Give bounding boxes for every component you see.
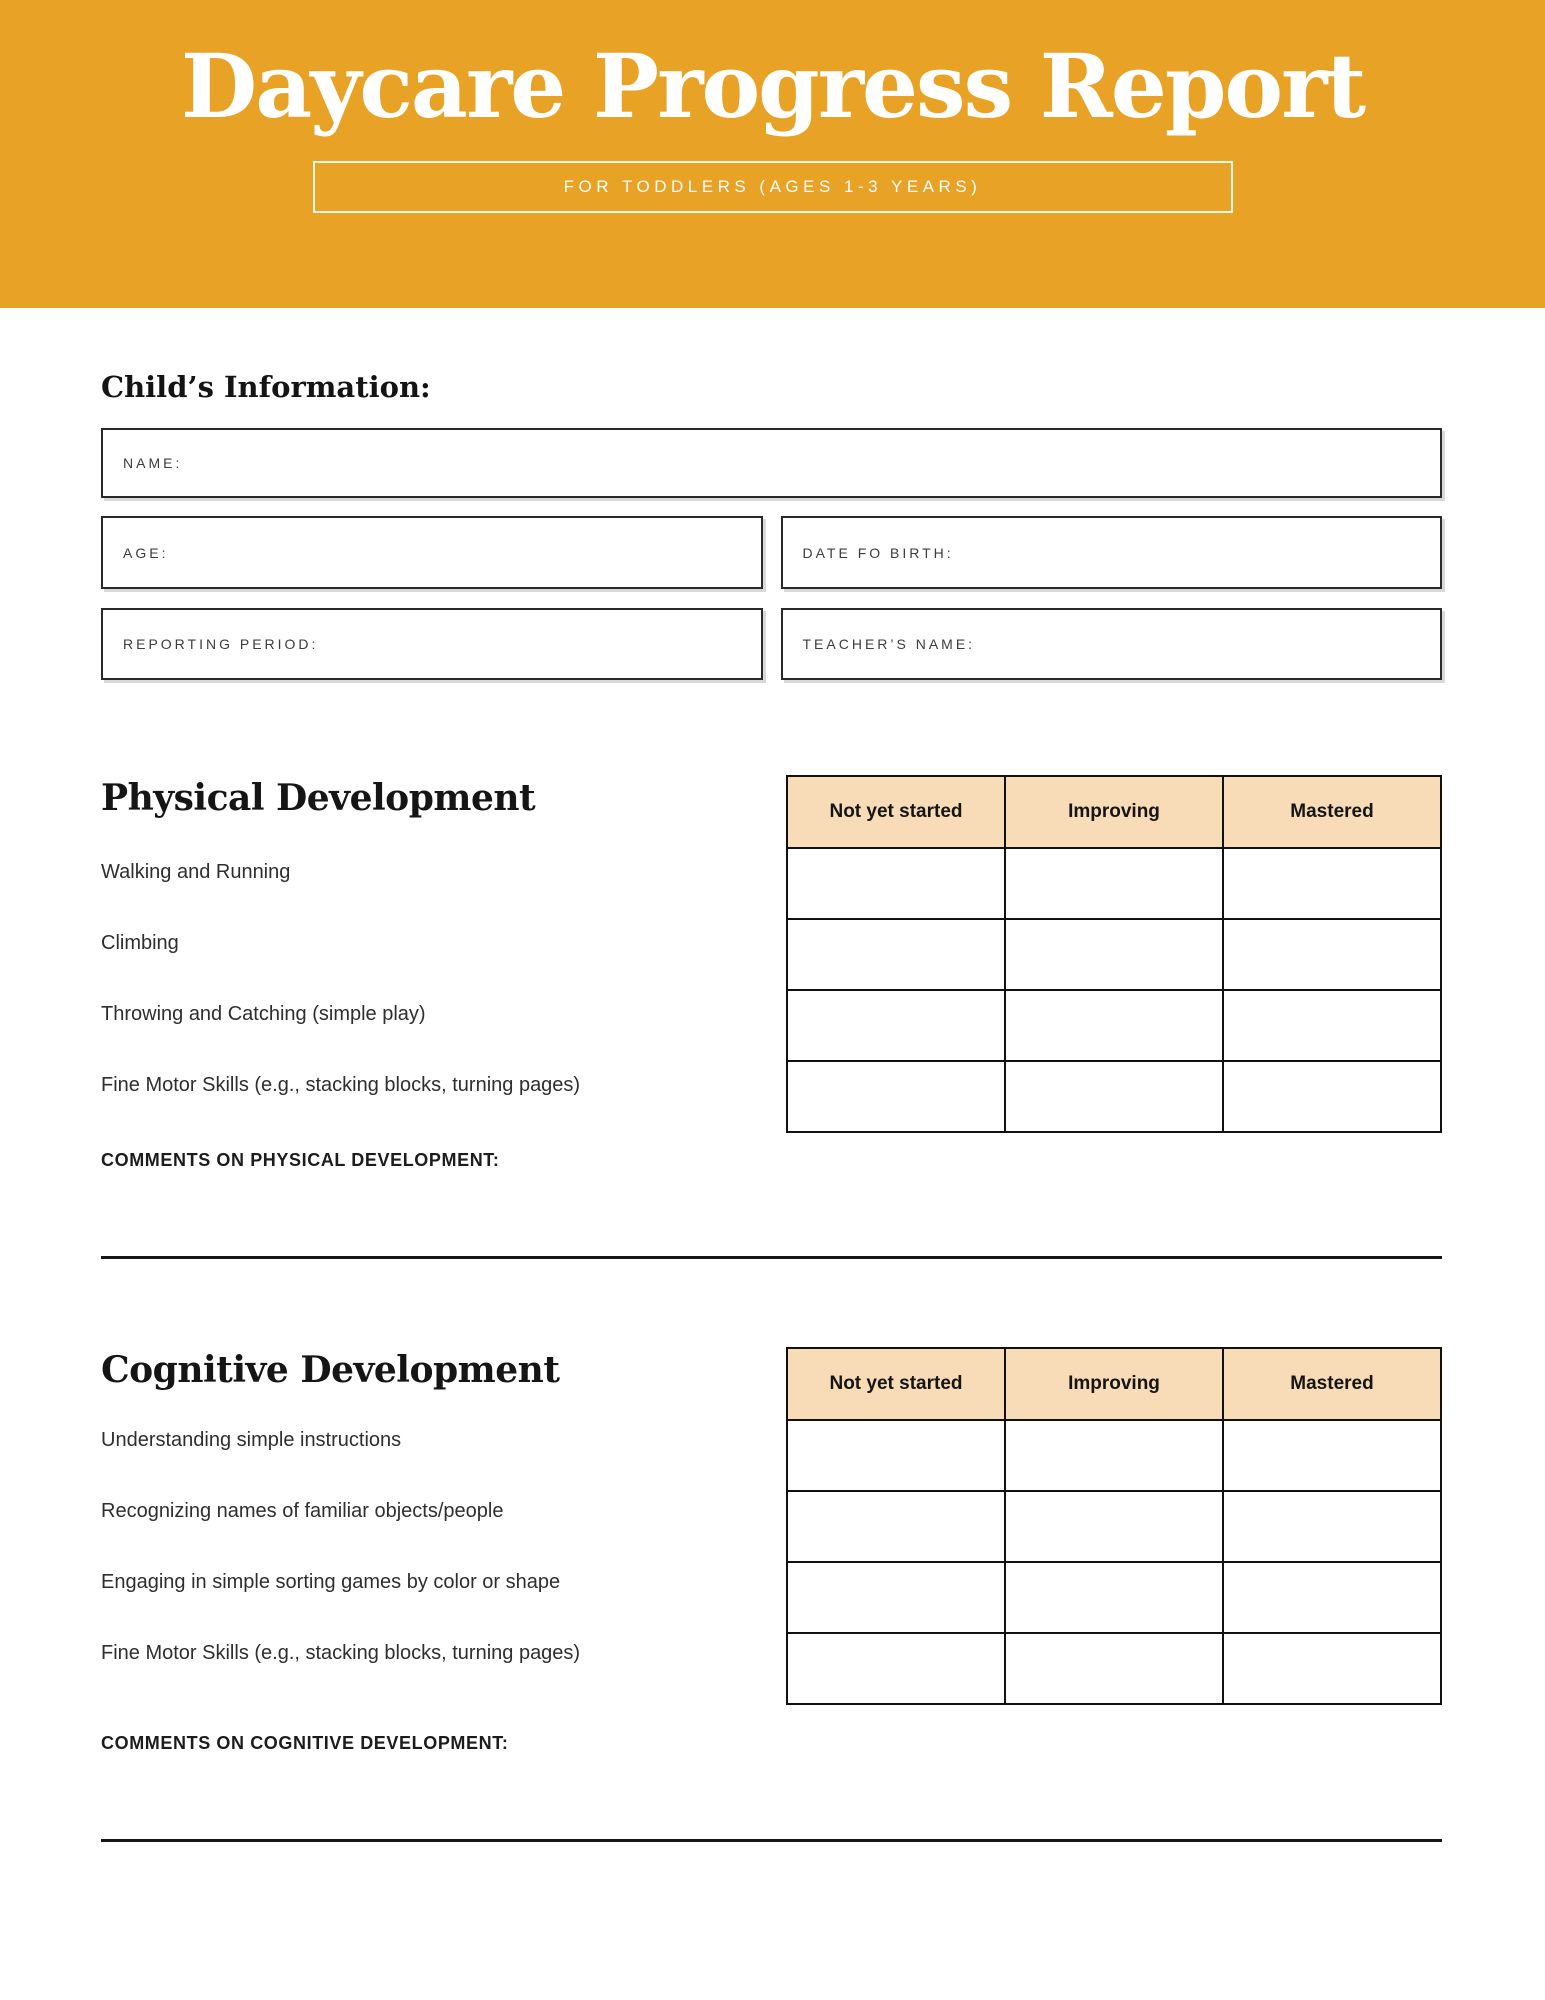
cognitive-r2-not-yet-started-cell[interactable] [787,1491,1005,1562]
skill-label: Throwing and Catching (simple play) [101,1003,426,1025]
name-field[interactable] [101,428,1442,498]
cognitive-r4-mastered-cell[interactable] [1223,1633,1441,1704]
name-field-label: NAME: [123,455,183,471]
skill-label-row [101,918,731,989]
column-header-not-yet-started: Not yet started [787,1348,1005,1420]
physical-r1-not-yet-started-cell[interactable] [787,848,1005,919]
skill-label-row [101,1632,731,1703]
skill-label: Climbing [101,932,179,954]
page-banner [0,0,1545,308]
physical-r3-mastered-cell[interactable] [1223,990,1441,1061]
field-row-period-teacher [101,608,1442,680]
physical-r2-mastered-cell[interactable] [1223,919,1441,990]
reporting-period-field-label: REPORTING PERIOD: [123,636,319,652]
teacher-name-field[interactable] [781,608,1443,680]
subtitle-box [313,161,1233,213]
column-header-mastered: Mastered [1223,776,1441,848]
cognitive-r3-not-yet-started-cell[interactable] [787,1562,1005,1633]
page-title: Daycare Progress Report [180,34,1365,138]
physical-development-section [101,775,1442,1133]
cognitive-labels-column [101,1347,786,1705]
cognitive-section-heading: Cognitive Development [101,1349,560,1391]
skill-label: Walking and Running [101,861,291,883]
skill-label-row [101,847,731,918]
subtitle-text: FOR TODDLERS (AGES 1-3 YEARS) [563,177,982,197]
skill-label: Engaging in simple sorting games by color or shape [101,1571,561,1593]
column-header-improving: Improving [1005,776,1223,848]
reporting-period-field[interactable] [101,608,763,680]
section-divider [101,1256,1442,1259]
skill-label: Understanding simple instructions [101,1429,402,1451]
column-header-improving: Improving [1005,1348,1223,1420]
cognitive-development-section [101,1347,1442,1705]
physical-r1-improving-cell[interactable] [1005,848,1223,919]
skill-label-row [101,1419,731,1490]
cognitive-r1-improving-cell[interactable] [1005,1420,1223,1491]
cognitive-r1-not-yet-started-cell[interactable] [787,1420,1005,1491]
column-header-not-yet-started: Not yet started [787,776,1005,848]
age-field-label: AGE: [123,544,169,561]
date-of-birth-field-label: DATE FO BIRTH: [802,544,954,561]
skill-label: Fine Motor Skills (e.g., stacking blocks, turning pages) [101,1074,581,1096]
report-body [0,368,1545,1842]
physical-comments-label: COMMENTS ON PHYSICAL DEVELOPMENT: [101,1150,500,1170]
skill-label-row [101,1561,731,1632]
physical-r2-not-yet-started-cell[interactable] [787,919,1005,990]
physical-r3-not-yet-started-cell[interactable] [787,990,1005,1061]
date-of-birth-field[interactable] [781,516,1443,589]
skill-label-row [101,1060,731,1131]
cognitive-r4-improving-cell[interactable] [1005,1633,1223,1704]
cognitive-r4-not-yet-started-cell[interactable] [787,1633,1005,1704]
physical-r4-improving-cell[interactable] [1005,1061,1223,1132]
column-header-mastered: Mastered [1223,1348,1441,1420]
physical-r2-improving-cell[interactable] [1005,919,1223,990]
teacher-name-field-label: TEACHER’S NAME: [802,636,976,652]
physical-r4-not-yet-started-cell[interactable] [787,1061,1005,1132]
physical-r3-improving-cell[interactable] [1005,990,1223,1061]
physical-labels-column [101,775,786,1133]
cognitive-comments-label: COMMENTS ON COGNITIVE DEVELOPMENT: [101,1733,509,1753]
field-row-age-dob [101,516,1442,589]
age-field[interactable] [101,516,763,589]
cognitive-r1-mastered-cell[interactable] [1223,1420,1441,1491]
child-info-heading: Child’s Information: [101,370,431,404]
physical-r1-mastered-cell[interactable] [1223,848,1441,919]
section-divider [101,1839,1442,1842]
skill-label: Recognizing names of familiar objects/people [101,1500,504,1522]
skill-label-row [101,1490,731,1561]
physical-section-heading: Physical Development [101,777,536,819]
physical-r4-mastered-cell[interactable] [1223,1061,1441,1132]
cognitive-r2-mastered-cell[interactable] [1223,1491,1441,1562]
physical-rating-table [786,775,1442,1133]
skill-label-row [101,989,731,1060]
skill-label: Fine Motor Skills (e.g., stacking blocks, turning pages) [101,1642,581,1664]
cognitive-rating-table [786,1347,1442,1705]
cognitive-r3-mastered-cell[interactable] [1223,1562,1441,1633]
cognitive-r3-improving-cell[interactable] [1005,1562,1223,1633]
cognitive-r2-improving-cell[interactable] [1005,1491,1223,1562]
